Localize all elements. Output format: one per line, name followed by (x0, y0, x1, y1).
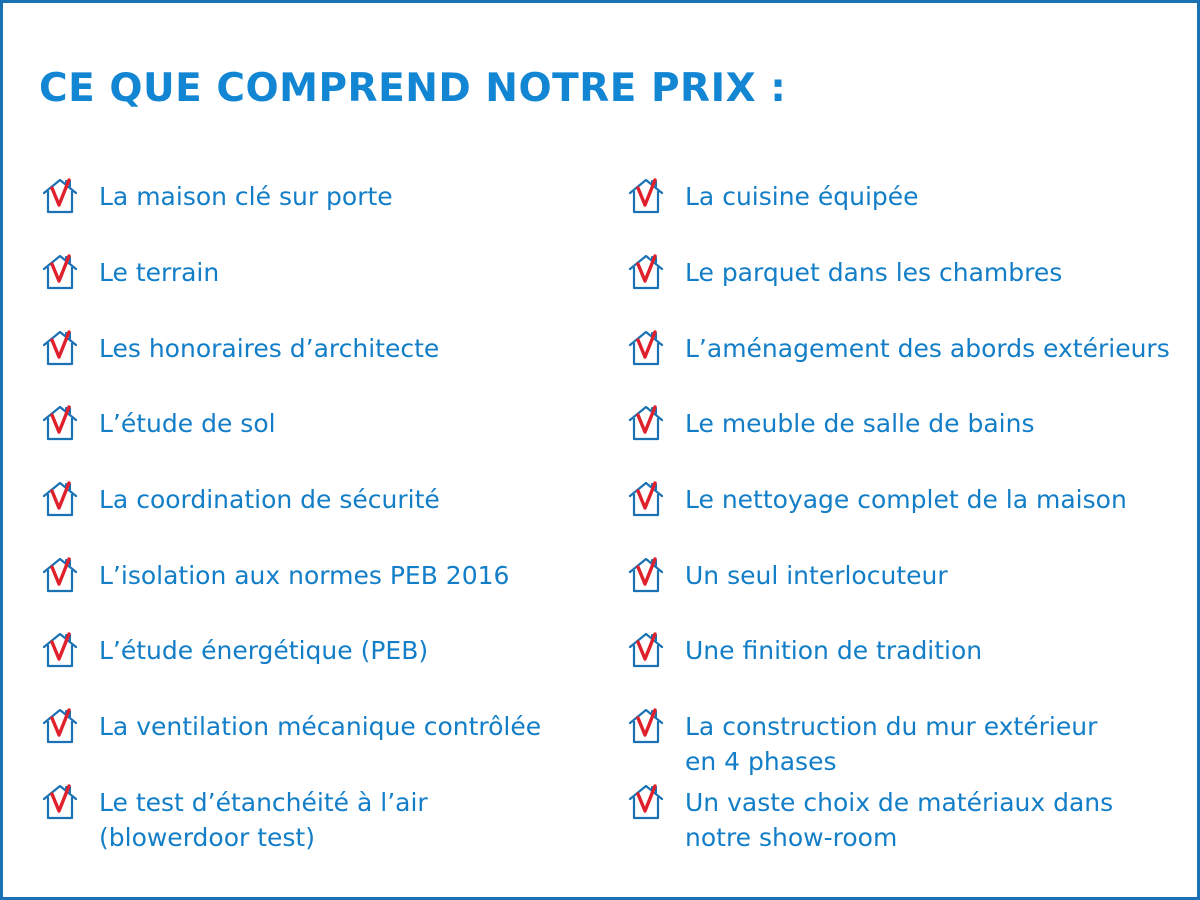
list-item-label: La cuisine équipée (685, 182, 919, 211)
house-checkmark-icon (626, 328, 666, 368)
house-checkmark-icon (626, 176, 666, 216)
house-checkmark-icon (626, 630, 666, 670)
list-item-label: Un vaste choix de matériaux dans notre show-room (685, 788, 1114, 852)
house-checkmark-icon (40, 782, 80, 822)
list-item-label: Une finition de tradition (685, 636, 983, 665)
house-checkmark-icon (40, 706, 80, 746)
list-item-label: Le parquet dans les chambres (685, 258, 1063, 287)
list-item-label: L’étude énergétique (PEB) (99, 636, 429, 665)
list-item-label: La maison clé sur porte (99, 182, 393, 211)
page-title: CE QUE COMPREND NOTRE PRIX : (39, 66, 787, 111)
house-checkmark-icon (40, 176, 80, 216)
house-checkmark-icon (40, 328, 80, 368)
list-item-label: L’étude de sol (99, 409, 276, 438)
house-checkmark-icon (626, 706, 666, 746)
list-item-label: Un seul interlocuteur (685, 561, 948, 590)
house-checkmark-icon (626, 252, 666, 292)
list-item-label: Le meuble de salle de bains (685, 409, 1035, 438)
list-item-label: Le test d’étanchéité à l’air (blowerdoor test) (99, 788, 428, 852)
list-item-label: La coordination de sécurité (99, 485, 440, 514)
house-checkmark-icon (626, 479, 666, 519)
list-item-label: Le terrain (99, 258, 220, 287)
house-checkmark-icon (626, 403, 666, 443)
house-checkmark-icon (40, 252, 80, 292)
list-item-label: L’aménagement des abords extérieurs (685, 334, 1170, 363)
house-checkmark-icon (40, 630, 80, 670)
house-checkmark-icon (626, 782, 666, 822)
list-item-label: Les honoraires d’architecte (99, 334, 440, 363)
list-item-label: La ventilation mécanique contrôlée (99, 712, 542, 741)
list-item-label: L’isolation aux normes PEB 2016 (99, 561, 510, 590)
house-checkmark-icon (40, 479, 80, 519)
list-item-label: Le nettoyage complet de la maison (685, 485, 1127, 514)
list-item-label: La construction du mur extérieur en 4 phases (685, 712, 1098, 776)
house-checkmark-icon (626, 555, 666, 595)
house-checkmark-icon (40, 403, 80, 443)
house-checkmark-icon (40, 555, 80, 595)
